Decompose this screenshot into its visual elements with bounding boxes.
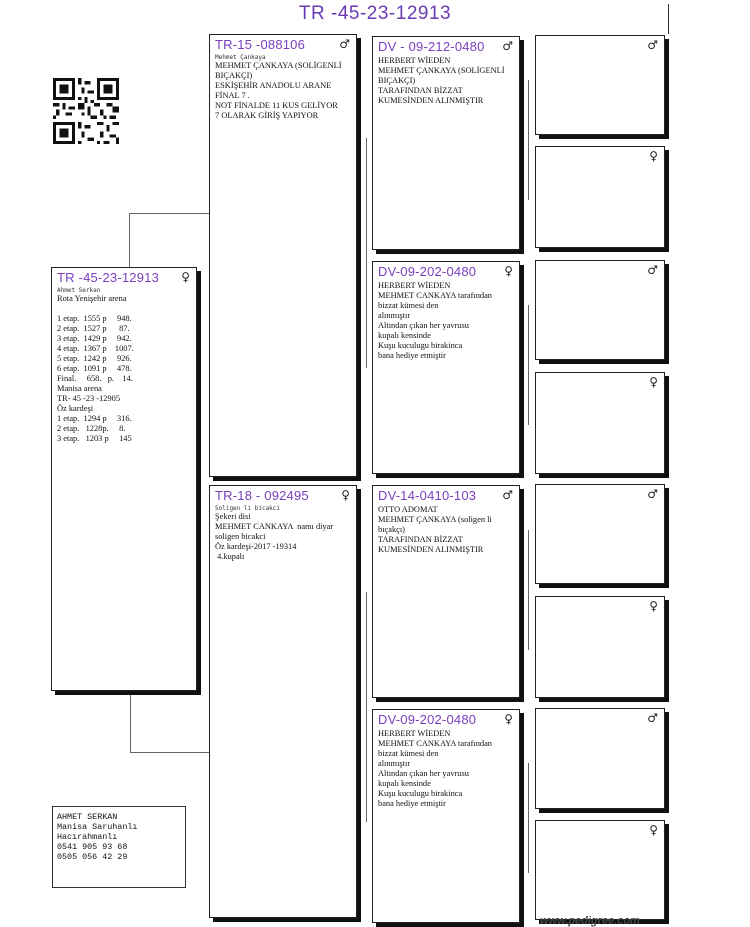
male-icon: ♂	[339, 37, 350, 51]
male-icon: ♂	[502, 488, 513, 502]
ggp-card-8[interactable]	[535, 820, 665, 920]
sire-ring-number: TR-15 -088106	[215, 37, 306, 52]
dam-sire-card[interactable]	[372, 485, 520, 698]
sire-sire-notes: HERBERT WİEDEN MEHMET ÇANKAYA (SOLİGENLİ BIÇAKÇI) TARAFINDAN BİZZAT KUMESİNDEN ALINMIŞTIR	[378, 56, 505, 105]
ggp-card-1[interactable]	[535, 35, 665, 135]
male-icon: ♂	[647, 487, 658, 501]
dam-notes: Şekeri disi MEHMET CANKAYA namı diyar soligen bicakci Öz kardeşi-2017 -19314 4.kupalı	[215, 512, 334, 561]
ggp-card-6[interactable]	[535, 596, 665, 698]
subject-notes: Rota Yenişehir arena 1 etap. 1555 p 948. 2 etap. 1527 p 87. 3 etap. 1429 p 942. 4 etap. 1367 p 1007. 5 etap. 1242 p 926. 6 etap. 1091 p 478. Final. 658. p. 14. Manisa arena TR- 45 -23 -12905 Öz kardeşi 1 etap. 1294 p 316. 2 etap. 1228p. 8. 3 etap. 1203 p 145	[57, 294, 134, 443]
ggp-card-4[interactable]	[535, 372, 665, 474]
dam-sire-ring-number: DV-14-0410-103	[378, 488, 477, 503]
female-icon: ♀	[504, 712, 513, 726]
ggp-card-7[interactable]	[535, 708, 665, 809]
subject-ring-number: TR -45-23-12913	[57, 270, 159, 285]
connector-line	[366, 138, 367, 368]
sire-dam-ring-number: DV-09-202-0480	[378, 264, 477, 279]
dam-breeder: Soligen li bicakci	[215, 505, 281, 512]
connector-line	[528, 305, 529, 425]
dam-sire-notes: OTTO ADOMAT MEHMET ÇANKAYA (soligen li bıçakçı) TARAFINDAN BİZZAT KUMESİNDEN ALINMIŞTIR	[378, 505, 492, 554]
female-icon: ♀	[504, 264, 513, 278]
female-icon: ♀	[649, 599, 658, 613]
connector-line	[366, 592, 367, 822]
sire-dam-card[interactable]	[372, 261, 520, 474]
female-icon: ♀	[649, 375, 658, 389]
connector-line	[130, 752, 210, 753]
male-icon: ♂	[647, 711, 658, 725]
dam-card[interactable]	[209, 485, 357, 918]
sire-notes: MEHMET ÇANKAYA (SOLİGENLİ BIÇAKÇI) ESKİŞEHİR ANADOLU ARANE FİNAL 7 . NOT FİNALDE 11 KUS GELİYOR 7 OLARAK GİRİŞ YAPIYOR	[215, 61, 342, 120]
connector-line	[129, 213, 130, 268]
owner-contact-box: AHMET SERKAN Manisa Saruhanlı Hacırahmanlı 0541 905 93 68 0505 056 42 29	[52, 806, 186, 888]
female-icon: ♀	[341, 488, 350, 502]
subject-breeder: Ahmet Serkan	[57, 287, 101, 294]
pedigree-title: TR -45-23-12913	[298, 3, 452, 24]
ggp-card-5[interactable]	[535, 484, 665, 584]
sire-card[interactable]	[209, 34, 357, 477]
sire-breeder: Mehmet Çankaya	[215, 54, 266, 61]
footer-watermark: www.pedigree.com	[540, 915, 640, 927]
female-icon: ♀	[181, 270, 190, 284]
dam-ring-number: TR-18 - 092495	[215, 488, 309, 503]
sire-dam-notes: HERBERT WİEDEN MEHMET CANKAYA tarafından bizzat kümesi den alınmıştır Altından çıkan her yavrusu kupalı kensinde Kuşu kuculugu birakinca bana hediye etmiştir	[378, 281, 492, 360]
qr-code-icon	[53, 78, 119, 144]
dam-dam-card[interactable]	[372, 709, 520, 923]
dam-dam-ring-number: DV-09-202-0480	[378, 712, 477, 727]
ggp-card-3[interactable]	[535, 260, 665, 360]
male-icon: ♂	[502, 39, 513, 53]
connector-line	[528, 530, 529, 650]
male-icon: ♂	[647, 263, 658, 277]
female-icon: ♀	[649, 149, 658, 163]
dam-dam-notes: HERBERT WİEDEN MEHMET CANKAYA tarafından bizzat kümesi den alınmıştır Altından çıkan her yavrusu kupalı kensinde Kuşu kuculugu birakinca bana hediye etmiştir	[378, 729, 492, 808]
sire-sire-card[interactable]	[372, 36, 520, 250]
male-icon: ♂	[647, 38, 658, 52]
connector-line	[528, 80, 529, 200]
connector-line	[130, 690, 131, 752]
sire-sire-ring-number: DV - 09-212-0480	[378, 39, 485, 54]
connector-line	[129, 213, 209, 214]
subject-bird-card[interactable]	[51, 267, 197, 691]
female-icon: ♀	[649, 823, 658, 837]
ggp-card-2[interactable]	[535, 146, 665, 248]
top-divider	[668, 4, 669, 34]
connector-line	[528, 763, 529, 873]
